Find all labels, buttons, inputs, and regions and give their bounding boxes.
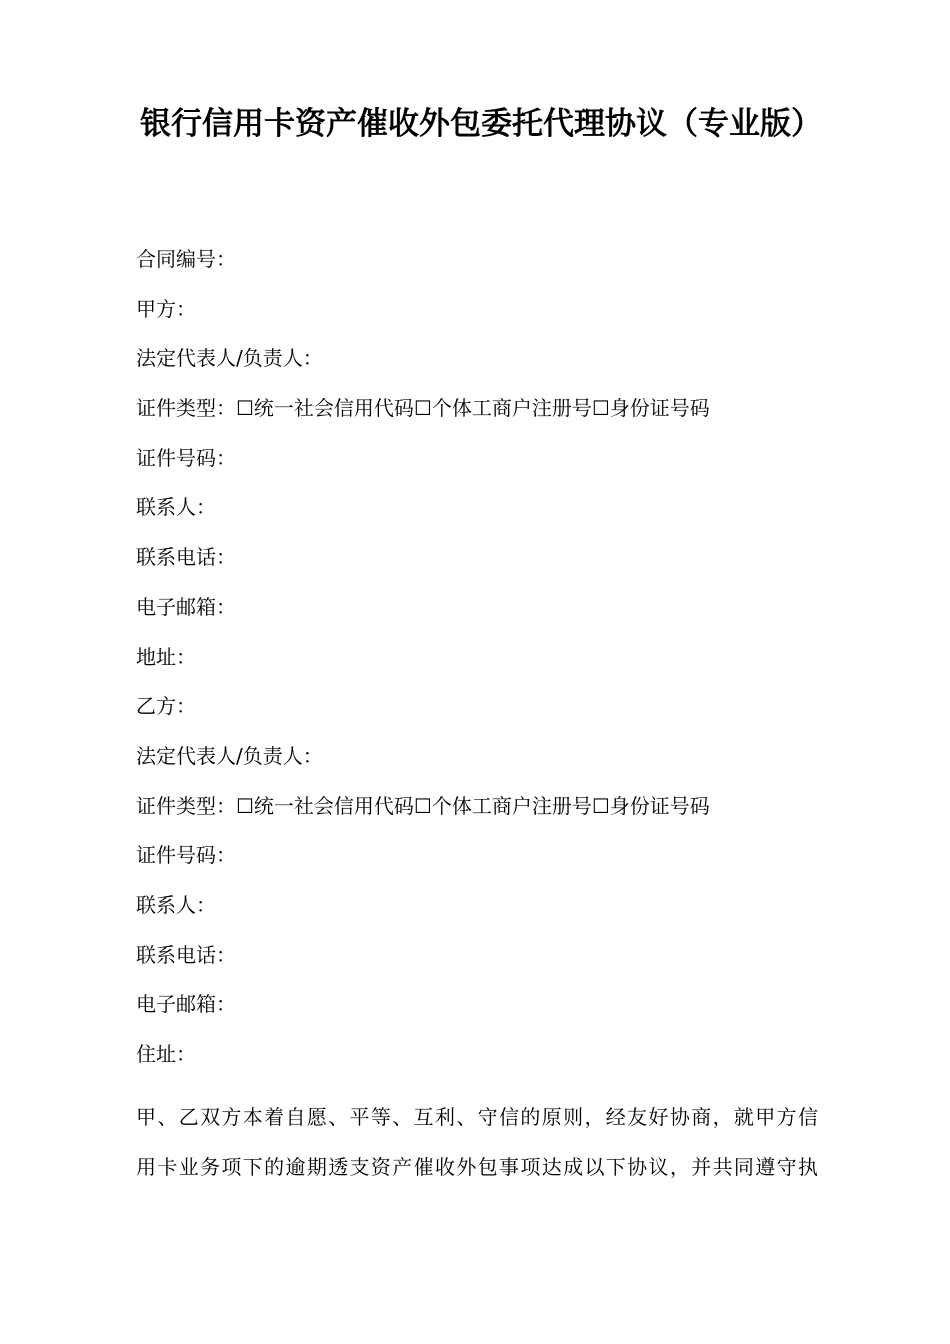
party-b-id-number-field: 证件号码： xyxy=(136,843,236,868)
party-a-legal-rep-field: 法定代表人/负责人： xyxy=(136,346,323,371)
party-a-address-field: 地址： xyxy=(136,644,196,669)
party-b-name-field: 乙方： xyxy=(136,694,196,719)
party-b-email-field: 电子邮箱： xyxy=(136,992,236,1017)
party-a-contact-field: 联系人： xyxy=(136,495,216,520)
document-title: 银行信用卡资产催收外包委托代理协议（专业版） xyxy=(140,106,822,142)
party-b-address-field: 住址： xyxy=(136,1042,196,1066)
party-b-id-type-field: 证件类型：☐统一社会信用代码☐个体工商户注册号☐身份证号码 xyxy=(136,793,710,818)
party-a-id-number-field: 证件号码： xyxy=(136,445,236,470)
party-info-section xyxy=(136,245,836,1090)
party-a-name-field: 甲方： xyxy=(136,296,196,321)
party-b-legal-rep-field: 法定代表人/负责人： xyxy=(136,743,323,768)
party-b-contact-field: 联系人： xyxy=(136,892,216,917)
contract-number-field: 合同编号： xyxy=(136,247,236,271)
party-a-id-type-field: 证件类型：☐统一社会信用代码☐个体工商户注册号☐身份证号码 xyxy=(136,396,710,421)
intro-paragraph xyxy=(136,1092,818,1192)
party-a-phone-field: 联系电话： xyxy=(136,545,236,570)
party-a-email-field: 电子邮箱： xyxy=(136,594,236,619)
intro-line-1: 甲、乙双方本着自愿、平等、互利、守信的原则，经友好协商，就甲方信 xyxy=(136,1105,818,1129)
intro-line-2: 用卡业务项下的逾期透支资产催收外包事项达成以下协议，并共同遵守执 xyxy=(136,1155,818,1179)
party-b-phone-field: 联系电话： xyxy=(136,942,236,967)
